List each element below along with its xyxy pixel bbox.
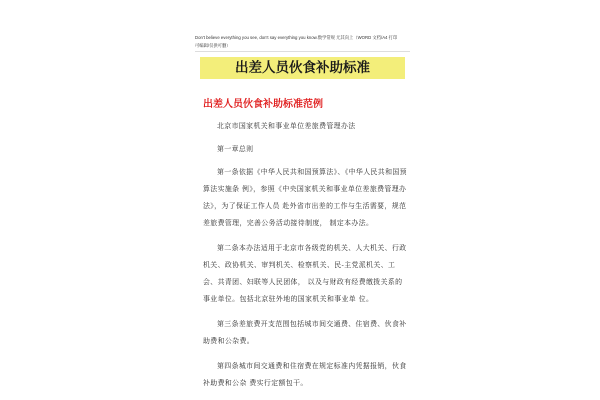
page-header xyxy=(195,34,410,50)
document-subtitle: 出差人员伙食补助标准范例 xyxy=(203,99,323,110)
paragraph-article-4: 第四条城市间交通费和住宿费在规定标准内凭据报销，伙食补助费和公杂 费实行定额包干。 xyxy=(203,362,407,387)
header-line-1: Don't believe everything you see, don't say everything you know.数学常规 尤其向上（WORD 文档/A4 打印 xyxy=(195,35,398,40)
paragraph-article-1: 第一条依据《中华人民共和国预算法》、《中华人民共和国预算法实施条 例》，参照《中央国家机关和事业单位差旅费管理办法》，为了保证工作人员 赴外省市出差的工作与生活需要，规范差旅费管理，完善公务活动接待制度， 制定本办法。 xyxy=(203,168,407,227)
header-line-2: 可编辑/仅供可删） xyxy=(195,43,231,48)
paragraph-article-3: 第三条差旅费开支范围包括城市间交通费、住宿费、伙食补助费和公杂费。 xyxy=(203,320,407,345)
paragraph-article-2: 第二条本办法适用于北京市各级党的机关、人大机关、行政机关、政协机关、审判机关、检察机关、民-主党派机关、工会、共青团、妇联等人民团体， 以及与财政有经费缴拨关系的事业单位。包括北京驻外地的国家机关和事业单 位。 xyxy=(203,244,407,303)
document-body xyxy=(203,118,409,392)
header-divider xyxy=(195,51,410,52)
document-title: 出差人员伙食补助标准 xyxy=(200,57,405,79)
paragraph-regulation-name: 北京市国家机关和事业单位差旅费管理办法 xyxy=(217,122,356,130)
paragraph-chapter-heading: 第一章总则 xyxy=(217,145,254,153)
